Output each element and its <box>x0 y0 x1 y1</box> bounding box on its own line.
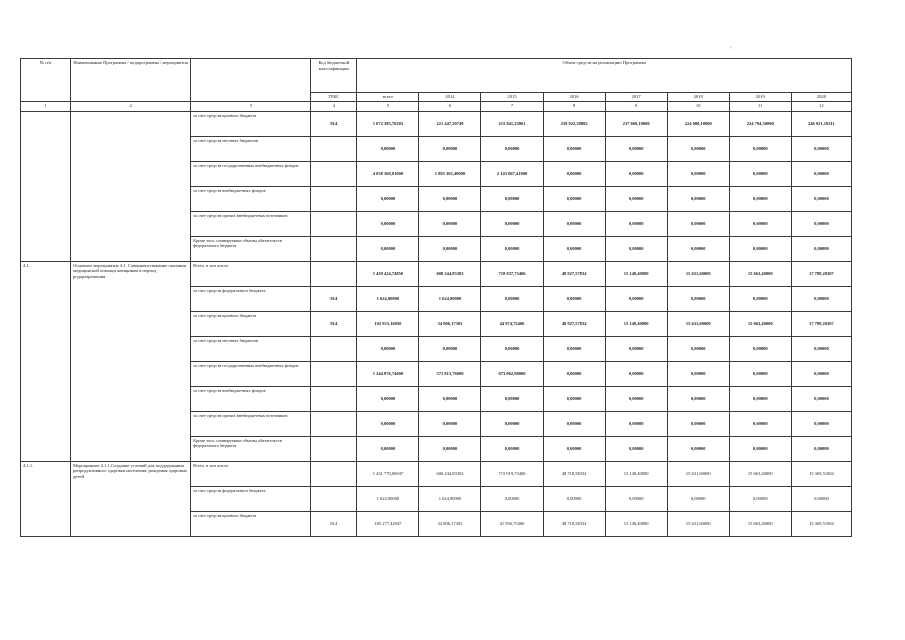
funding-source-cell: за счет средств государственных внебюджетных фондов <box>191 161 311 186</box>
funding-source-cell: за счет средств местных бюджетов <box>191 336 311 361</box>
year-amount-cell: 571 813,76000 <box>419 361 481 386</box>
total-amount-cell: 1 624,90000 <box>357 486 419 511</box>
year-amount-cell: 606 244,83303 <box>419 461 481 486</box>
year-amount-cell: 15 140,40000 <box>605 261 667 286</box>
year-amount-cell: 15 631,60000 <box>667 511 729 536</box>
year-amount-cell: 0,00000 <box>667 386 729 411</box>
year-amount-cell: 0,00000 <box>667 336 729 361</box>
grbs-code-cell <box>311 411 357 436</box>
year-amount-cell: 608 244,83303 <box>419 261 481 286</box>
year-amount-cell: 0,00000 <box>667 486 729 511</box>
funding-source-cell: за счет средств прочих внебюджетных источников <box>191 411 311 436</box>
year-amount-cell: 0,00000 <box>791 486 851 511</box>
year-amount-cell: 15 369,51004 <box>791 461 851 486</box>
year-amount-cell: 0,00000 <box>729 436 791 461</box>
year-amount-cell: 0,00000 <box>667 136 729 161</box>
grbs-code-cell <box>311 186 357 211</box>
funding-source-cell: за счет средств местных бюджетов <box>191 136 311 161</box>
column-number: 10 <box>667 101 729 111</box>
grbs-code-cell <box>311 236 357 261</box>
year-amount-cell: 0,00000 <box>791 436 851 461</box>
year-amount-cell: 0,00000 <box>543 411 605 436</box>
header-grbs: ГРБС <box>311 93 357 102</box>
funding-source-cell: Кроме того, планируемые объемы обязательств федерального бюджета <box>191 436 311 461</box>
grbs-code-cell: 814 <box>311 511 357 536</box>
grbs-code-cell <box>311 261 357 286</box>
year-amount-cell: 0,00000 <box>605 211 667 236</box>
column-number: 6 <box>419 101 481 111</box>
year-amount-cell: 0,00000 <box>729 336 791 361</box>
year-amount-cell: 215 841,23861 <box>481 111 543 136</box>
year-amount-cell: 0,00000 <box>791 336 851 361</box>
year-amount-cell: 0,00000 <box>481 486 543 511</box>
year-amount-cell: 0,00000 <box>729 236 791 261</box>
year-amount-cell: 0,00000 <box>729 186 791 211</box>
table-row <box>21 111 852 136</box>
year-amount-cell: 0,00000 <box>481 211 543 236</box>
year-amount-cell: 0,00000 <box>605 186 667 211</box>
column-number: 8 <box>543 101 605 111</box>
total-amount-cell: 0,00000 <box>357 411 419 436</box>
column-number: 9 <box>605 101 667 111</box>
year-amount-cell: 0,00000 <box>481 136 543 161</box>
table-row <box>21 261 852 286</box>
column-number: 1 <box>21 101 71 111</box>
year-amount-cell: 0,00000 <box>791 361 851 386</box>
total-amount-cell: 1 431 770,06947 <box>357 461 419 486</box>
year-amount-cell: 0,00000 <box>791 161 851 186</box>
year-amount-cell: 0,00000 <box>543 386 605 411</box>
year-amount-cell: 0,00000 <box>481 436 543 461</box>
header-year: 2015 <box>481 93 543 102</box>
year-amount-cell: 15 631,60000 <box>667 311 729 336</box>
year-amount-cell: 0,00000 <box>605 361 667 386</box>
funding-source-cell: за счет средств внебюджетных фондов <box>191 386 311 411</box>
year-amount-cell: 41 956,75406 <box>481 511 543 536</box>
grbs-code-cell <box>311 436 357 461</box>
year-amount-cell: 0,00000 <box>419 186 481 211</box>
year-amount-cell: 0,00000 <box>419 136 481 161</box>
funding-source-cell: за счет средств краевого бюджета <box>191 111 311 136</box>
total-amount-cell: 0,00000 <box>357 136 419 161</box>
year-amount-cell: 0,00000 <box>729 411 791 436</box>
total-amount-cell: 0,00000 <box>357 211 419 236</box>
year-amount-cell: 0,00000 <box>667 161 729 186</box>
grbs-code-cell <box>311 136 357 161</box>
header-program-name: Наименование Программы / подпрограммы / мероприятия <box>71 59 191 102</box>
header-total: всего <box>357 93 419 102</box>
year-amount-cell: 0,00000 <box>667 186 729 211</box>
year-amount-cell: 1 624,90000 <box>419 286 481 311</box>
year-amount-cell: 0,00000 <box>419 336 481 361</box>
year-amount-cell: 44 974,75406 <box>481 311 543 336</box>
funding-source-cell: за счет средств внебюджетных фондов <box>191 186 311 211</box>
header-number: № п/п <box>21 59 71 102</box>
year-amount-cell: 0,00000 <box>543 211 605 236</box>
year-amount-cell: 0,00000 <box>543 436 605 461</box>
grbs-code-cell: 814 <box>311 286 357 311</box>
column-number-row <box>21 101 852 111</box>
year-amount-cell: 0,00000 <box>419 436 481 461</box>
year-amount-cell: 32 806,17303 <box>419 511 481 536</box>
funding-source-cell: Всего, в том числе: <box>191 261 311 286</box>
year-amount-cell: 0,00000 <box>729 286 791 311</box>
year-amount-cell: 0,00000 <box>543 486 605 511</box>
year-amount-cell: 0,00000 <box>667 411 729 436</box>
funding-source-cell: за счет средств прочих внебюджетных источников <box>191 211 311 236</box>
year-amount-cell: 0,00000 <box>605 436 667 461</box>
year-amount-cell: 0,00000 <box>481 336 543 361</box>
year-amount-cell: 0,00000 <box>791 386 851 411</box>
funding-source-cell: за счет средств государственных внебюджетных фондов <box>191 361 311 386</box>
year-amount-cell: 0,00000 <box>791 136 851 161</box>
year-amount-cell: 0,00000 <box>729 136 791 161</box>
year-amount-cell: 0,00000 <box>543 361 605 386</box>
year-amount-cell: 0,00000 <box>729 386 791 411</box>
column-number: 4 <box>311 101 357 111</box>
year-amount-cell: 15 663,40000 <box>729 261 791 286</box>
year-amount-cell: 0,00000 <box>667 211 729 236</box>
year-amount-cell: 0,00000 <box>481 411 543 436</box>
column-number: 11 <box>729 101 791 111</box>
year-amount-cell: 15 663,40000 <box>729 311 791 336</box>
year-amount-cell: 0,00000 <box>543 186 605 211</box>
year-amount-cell: 224 080,10000 <box>667 111 729 136</box>
year-amount-cell: 0,00000 <box>543 236 605 261</box>
year-amount-cell: 0,00000 <box>419 386 481 411</box>
year-amount-cell: 0,00000 <box>605 236 667 261</box>
grbs-code-cell <box>311 386 357 411</box>
year-amount-cell: 15 663,40000 <box>729 461 791 486</box>
year-amount-cell: 0,00000 <box>419 236 481 261</box>
grbs-code-cell: 814 <box>311 111 357 136</box>
year-amount-cell: 0,00000 <box>419 411 481 436</box>
year-amount-cell: 0,00000 <box>729 211 791 236</box>
column-number: 12 <box>791 101 851 111</box>
year-amount-cell: 224 794,50000 <box>729 111 791 136</box>
total-amount-cell: 1 439 424,74850 <box>357 261 419 286</box>
year-amount-cell: 48 927,57834 <box>543 311 605 336</box>
year-amount-cell: 0,00000 <box>481 286 543 311</box>
total-amount-cell: 0,00000 <box>357 336 419 361</box>
year-amount-cell: 48 718,58334 <box>543 461 605 486</box>
year-amount-cell: 0,00000 <box>791 411 851 436</box>
funding-source-cell: за счет средств федерального бюджета <box>191 286 311 311</box>
funding-source-cell: Кроме того, планируемые объемы обязательств федерального бюджета <box>191 236 311 261</box>
total-amount-cell: 0,00000 <box>357 186 419 211</box>
total-amount-cell: 1 244 876,74000 <box>357 361 419 386</box>
year-amount-cell: 0,00000 <box>791 286 851 311</box>
grbs-code-cell <box>311 211 357 236</box>
total-amount-cell: 1 672 385,76303 <box>357 111 419 136</box>
year-amount-cell: 48 927,57834 <box>543 261 605 286</box>
year-amount-cell: 0,00000 <box>605 386 667 411</box>
year-amount-cell: 0,00000 <box>729 361 791 386</box>
year-amount-cell: 0,00000 <box>419 211 481 236</box>
year-amount-cell: 15 631,60000 <box>667 461 729 486</box>
total-amount-cell: 1 624,90000 <box>357 286 419 311</box>
table-row <box>21 461 852 486</box>
year-amount-cell: 17 789,20307 <box>791 311 851 336</box>
budget-table-sheet <box>20 58 852 537</box>
year-amount-cell: 0,00000 <box>605 486 667 511</box>
year-amount-cell: 1 895 302,40000 <box>419 161 481 186</box>
measure-name-cell: Мероприятие 4.1.1.Создание условий для подддержания репродуктивного здоровья населения, рождения здоровых детей <box>71 461 191 536</box>
year-amount-cell: 0,00000 <box>667 236 729 261</box>
year-amount-cell: 673 062,98000 <box>481 361 543 386</box>
grbs-code-cell <box>311 161 357 186</box>
header-year: 2014 <box>419 93 481 102</box>
year-amount-cell: 0,00000 <box>667 361 729 386</box>
funding-source-cell: за счет средств краевого бюджета <box>191 511 311 536</box>
year-amount-cell: 0,00000 <box>791 186 851 211</box>
funding-source-cell: Всего, в том числе: <box>191 461 311 486</box>
header-year: 2016 <box>543 93 605 102</box>
year-amount-cell: 15 140,40000 <box>605 461 667 486</box>
year-amount-cell: 48 718,58334 <box>543 511 605 536</box>
grbs-code-cell <box>311 486 357 511</box>
header-funding-volume: Объем средств на реализацию Программы <box>357 59 852 93</box>
total-amount-cell: 4 038 369,81000 <box>357 161 419 186</box>
total-amount-cell: 0,00000 <box>357 436 419 461</box>
total-amount-cell: 192 933,16850 <box>357 311 419 336</box>
header-budget-code: Код бюджетной классификации <box>311 59 357 93</box>
year-amount-cell: 0,00000 <box>543 136 605 161</box>
year-amount-cell: 0,00000 <box>481 386 543 411</box>
header-year: 2019 <box>729 93 791 102</box>
year-amount-cell: 0,00000 <box>605 136 667 161</box>
budget-allocation-table <box>20 58 852 537</box>
year-amount-cell: 237 669,10000 <box>605 111 667 136</box>
year-amount-cell: 0,00000 <box>481 236 543 261</box>
year-amount-cell: 0,00000 <box>791 211 851 236</box>
year-amount-cell: 715 019,73406 <box>481 461 543 486</box>
header-year: 2018 <box>667 93 729 102</box>
year-amount-cell: 15 140,40000 <box>605 511 667 536</box>
year-amount-cell: 2 143 067,41000 <box>481 161 543 186</box>
year-amount-cell: 0,00000 <box>543 161 605 186</box>
year-amount-cell: 15 140,40000 <box>605 311 667 336</box>
funding-source-cell: за счет средств федерального бюджета <box>191 486 311 511</box>
year-amount-cell: 0,00000 <box>667 286 729 311</box>
scan-speck: , <box>730 44 732 50</box>
year-amount-cell: 221 447,50749 <box>419 111 481 136</box>
year-amount-cell: 718 037,73406 <box>481 261 543 286</box>
row-number-cell: 4.1. <box>21 261 71 461</box>
year-amount-cell: 0,00000 <box>729 486 791 511</box>
year-amount-cell: 0,00000 <box>791 236 851 261</box>
year-amount-cell: 0,00000 <box>605 411 667 436</box>
grbs-code-cell <box>311 361 357 386</box>
year-amount-cell: 0,00000 <box>481 186 543 211</box>
funding-source-cell: за счет средств краевого бюджета <box>191 311 311 336</box>
header-funding-source <box>191 59 311 102</box>
year-amount-cell: 15 369,51004 <box>791 511 851 536</box>
column-number: 7 <box>481 101 543 111</box>
year-amount-cell: 17 789,20307 <box>791 261 851 286</box>
column-number: 2 <box>71 101 191 111</box>
year-amount-cell: 15 631,60000 <box>667 261 729 286</box>
row-number-cell: 4.1.1. <box>21 461 71 536</box>
header-year: 2017 <box>605 93 667 102</box>
year-amount-cell: 246 921,10311 <box>791 111 851 136</box>
year-amount-cell: 0,00000 <box>543 336 605 361</box>
row-number-cell <box>21 111 71 261</box>
year-amount-cell: 0,00000 <box>543 286 605 311</box>
grbs-code-cell <box>311 336 357 361</box>
total-amount-cell: 0,00000 <box>357 386 419 411</box>
column-number: 3 <box>191 101 311 111</box>
grbs-code-cell <box>311 461 357 486</box>
total-amount-cell: 185 277,42947 <box>357 511 419 536</box>
year-amount-cell: 34 806,17303 <box>419 311 481 336</box>
year-amount-cell: 15 663,40000 <box>729 511 791 536</box>
year-amount-cell: 0,00000 <box>605 161 667 186</box>
column-number: 5 <box>357 101 419 111</box>
measure-name-cell: Основное мероприятие 4.1. Совершенствование оказания медицинской помощи женщинам в период родоразрешения <box>71 261 191 461</box>
year-amount-cell: 239 922,38082 <box>543 111 605 136</box>
total-amount-cell: 0,00000 <box>357 236 419 261</box>
year-amount-cell: 1 624,90000 <box>419 486 481 511</box>
year-amount-cell: 0,00000 <box>605 286 667 311</box>
year-amount-cell: 0,00000 <box>729 161 791 186</box>
grbs-code-cell: 814 <box>311 311 357 336</box>
year-amount-cell: 0,00000 <box>605 336 667 361</box>
measure-name-cell <box>71 111 191 261</box>
year-amount-cell: 0,00000 <box>667 436 729 461</box>
header-year: 2020 <box>791 93 851 102</box>
